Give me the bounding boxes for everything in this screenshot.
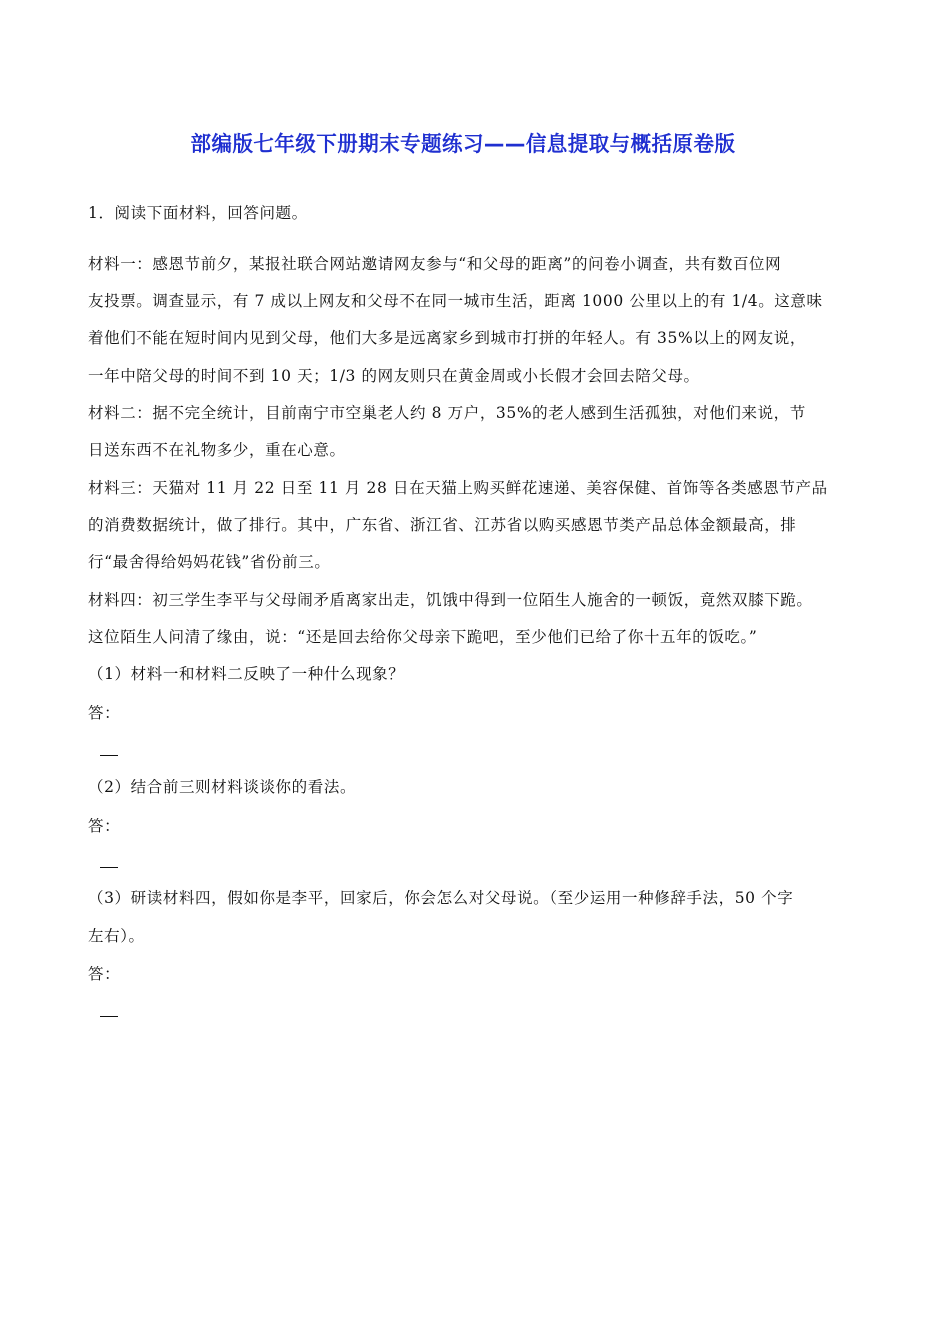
answer-blank-3[interactable] [100,1016,118,1017]
question-3: （3）研读材料四，假如你是李平，回家后，你会怎么对父母说。（至少运用一种修辞手法，50 个字 [88,889,794,907]
answer-blank-2[interactable] [100,867,118,868]
material-line: 的消费数据统计，做了排行。其中，广东省、浙江省、江苏省以购买感恩节类产品总体金额最高，排 [88,516,797,534]
answer-label-2: 答： [88,817,121,835]
material-line: 一年中陪父母的时间不到 10 天；1/3 的网友则只在黄金周或小长假才会回去陪父母。 [88,367,700,385]
answer-label-3: 答： [88,965,121,983]
material-line: 友投票。调查显示，有 7 成以上网友和父母不在同一城市生活，距离 1000 公里以上的有 1/4。这意味 [88,292,823,310]
answer-blank-1[interactable] [100,755,118,756]
material-line: 材料二：据不完全统计，目前南宁市空巢老人约 8 万户，35%的老人感到生活孤独，对他们来说，节 [88,404,806,422]
question-2: （2）结合前三则材料谈谈你的看法。 [88,778,357,796]
question-1: （1）材料一和材料二反映了一种什么现象？ [88,665,405,683]
question-3-continued: 左右）。 [88,927,145,945]
document-title: 部编版七年级下册期末专题练习——信息提取与概括原卷版 [190,132,736,156]
material-line: 材料三：天猫对 11 月 22 日至 11 月 28 日在天猫上购买鲜花速递、美容保健、首饰等各类感恩节产品 [88,479,828,497]
material-line: 材料四：初三学生李平与父母闹矛盾离家出走，饥饿中得到一位陌生人施舍的一顿饭，竟然双膝下跪。 [88,591,813,609]
material-line: 着他们不能在短时间内见到父母，他们大多是远离家乡到城市打拼的年轻人。有 35%以上的网友说， [88,329,806,347]
material-line: 这位陌生人问清了缘由，说：“还是回去给你父母亲下跪吧，至少他们已给了你十五年的饭吃。” [88,628,758,646]
material-line: 日送东西不在礼物多少，重在心意。 [88,441,346,459]
material-line: 材料一：感恩节前夕，某报社联合网站邀请网友参与“和父母的距离”的问卷小调查，共有数百位网 [88,255,782,273]
material-line: 行“最舍得给妈妈花钱”省份前三。 [88,553,331,571]
question-intro: 1．阅读下面材料，回答问题。 [88,204,308,222]
answer-label-1: 答： [88,704,121,722]
